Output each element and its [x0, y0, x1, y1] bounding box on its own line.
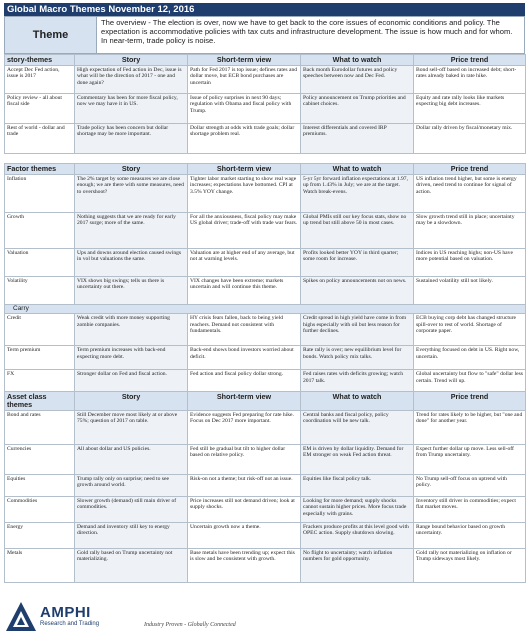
short-term-cell: For all the anxiousness, fiscal policy may make US global driver; trade-off with trade war fears.: [188, 213, 301, 249]
price-cell: Sustained volatility still not likely.: [414, 277, 526, 305]
price-cell: Bond sell-off based on increased debt; short-rates already baked in rate hike.: [414, 66, 526, 94]
price-cell: No Trump sell-off focus on uptrend with policy.: [414, 475, 526, 497]
price-cell: Indices in US reaching highs; non-US have more potential based on valuation.: [414, 249, 526, 277]
report-title: Global Macro Themes November 12, 2016: [4, 3, 525, 16]
table-row: [5, 277, 526, 305]
short-term-cell: Evidence suggests Fed preparing for rate hike. Focus on Dec 2017 more important.: [188, 411, 301, 445]
watch-cell: EM is driven by dollar liquidity. Demand for EM stronger on weak Fed action threat.: [301, 445, 414, 475]
col-short-term: Short-term view: [188, 55, 301, 66]
watch-cell: Policy announcement on Trump priorities and cabinet choices.: [301, 94, 414, 124]
story-cell: Term premium increases with back-end expecting more debt.: [75, 346, 188, 370]
watch-cell: Rate rally is over; new equilibrium level for bonds. Watch policy mix talks.: [301, 346, 414, 370]
short-term-cell: Fed action and fiscal policy dollar strong.: [188, 370, 301, 396]
amphi-triangle-icon: [4, 600, 38, 634]
story-cell: Still December move most likely at or above 75%; question of 2017 on table.: [75, 411, 188, 445]
short-term-cell: VIX changes have been extreme; markets uncertain and will continue this theme.: [188, 277, 301, 305]
row-label: Rest of world - dollar and trade: [5, 124, 75, 154]
story-cell: Stronger dollar on Fed and fiscal action.: [75, 370, 188, 396]
table-row: [5, 213, 526, 249]
tagline: Industry Proven - Globally Connected: [144, 622, 236, 628]
theme-overview-row: [4, 16, 525, 54]
table-row: [5, 175, 526, 213]
watch-cell: Looking for more demand; supply shocks cannot sustain higher prices. More focus trade especially with grains.: [301, 497, 414, 523]
row-label: FX: [5, 370, 75, 396]
factor-themes-header-row: [5, 164, 526, 175]
story-cell: Trade policy has been concern but dollar shortage may be more important.: [75, 124, 188, 154]
price-cell: Expect further dollar up move. Less sell-off from Trump uncertainty.: [414, 445, 526, 475]
story-cell: The 2% target by some measures we are close enough; we are there with some measures, need to overshoot?: [75, 175, 188, 213]
col-watch: What to watch: [301, 392, 414, 411]
watch-cell: No flight to uncertainty; watch inflation numbers for gold opportunity.: [301, 549, 414, 583]
col-watch: What to watch: [301, 164, 414, 175]
col-story: Story: [75, 392, 188, 411]
section-label-story-themes: story-themes: [5, 55, 75, 66]
col-price: Price trend: [414, 392, 526, 411]
story-cell: High expectation of Fed action in Dec, issue is what will be the direction of 2017 - one and done again?: [75, 66, 188, 94]
price-cell: Inventory still driver in commodities; expect flat market moves.: [414, 497, 526, 523]
price-cell: Trend for rates likely to be higher, but "one and done" for another year.: [414, 411, 526, 445]
story-cell: Ups and downs around election caused swings in vol but valuations the same.: [75, 249, 188, 277]
table-row: [5, 411, 526, 445]
short-term-cell: Price increases still not demand driven; look at supply shocks.: [188, 497, 301, 523]
table-row: [5, 549, 526, 583]
theme-label: Theme: [4, 16, 97, 54]
watch-cell: Equities like fiscal policy talk.: [301, 475, 414, 497]
watch-cell: Spikes on policy announcements not on news.: [301, 277, 414, 305]
table-row: [5, 94, 526, 124]
table-row: [5, 314, 526, 346]
table-row: [5, 124, 526, 154]
carry-subheader: Carry: [5, 305, 526, 314]
story-themes-table: [4, 54, 526, 154]
amphi-logo: [4, 598, 114, 636]
logo-name: AMPHI: [40, 604, 91, 621]
row-label: Term premium: [5, 346, 75, 370]
table-row: [5, 475, 526, 497]
story-cell: Trump rally only on surprise; need to see growth around world.: [75, 475, 188, 497]
col-price: Price trend: [414, 164, 526, 175]
col-story: Story: [75, 164, 188, 175]
table-row: [5, 249, 526, 277]
table-row: [5, 445, 526, 475]
logo-subtitle: Research and Trading: [40, 621, 100, 627]
price-cell: US inflation trend higher, but some is energy driven, need trend to continue for signal of action.: [414, 175, 526, 213]
asset-themes-table: [4, 391, 526, 583]
price-cell: Equity and rate rally looks like markets expecting big debt increases.: [414, 94, 526, 124]
watch-cell: Frackers produce profits at this level good with OPEC action. Supply shutdown slowing.: [301, 523, 414, 549]
row-label: Equities: [5, 475, 75, 497]
table-row: [5, 497, 526, 523]
row-label: Policy review - all about fiscal side: [5, 94, 75, 124]
price-cell: Global uncertainty but flow to "safe" dollar less certain. Trend will up.: [414, 370, 526, 396]
theme-overview: The overview - The election is over, now we have to get back to the core issues of economic conditions and policy. The expectation is accommodative policies with tax cuts and infrastructure development. The issue is how much and for whom. In near-term, trade policy is noise.: [97, 16, 525, 54]
section-label-asset-themes: Asset class themes: [5, 392, 75, 411]
short-term-cell: Valuation are at higher end of any average, but not at warning levels.: [188, 249, 301, 277]
story-cell: Demand and inventory still key to energy direction.: [75, 523, 188, 549]
row-label: Energy: [5, 523, 75, 549]
watch-cell: 5-yr 5yr forward inflation expectations at 1.97, up from 1.43% in July; we are at the target. Watch break-evens.: [301, 175, 414, 213]
short-term-cell: Back-end shows bond investors worried about deficit.: [188, 346, 301, 370]
table-row: [5, 523, 526, 549]
price-cell: Everything focused on debt in US. Right now, uncertain.: [414, 346, 526, 370]
short-term-cell: Dollar strength at odds with trade goals; dollar shortage problem real.: [188, 124, 301, 154]
short-term-cell: Path for Fed 2017 is top issue; defines rates and dollar move, but ECB bond purchases are uncertain: [188, 66, 301, 94]
watch-cell: Central banks and fiscal policy, policy coordination will be new talk.: [301, 411, 414, 445]
story-cell: Nothing suggests that we are ready for early 2017 surge; more of the same.: [75, 213, 188, 249]
story-cell: Commentary has been for more fiscal policy, now we may have it in US.: [75, 94, 188, 124]
short-term-cell: HY crisis fears fallen, back to being yield reachers. Demand not consistent with fundamentals.: [188, 314, 301, 346]
story-cell: All about dollar and US policies.: [75, 445, 188, 475]
short-term-cell: Risk-on not a theme; but risk-off not an issue.: [188, 475, 301, 497]
short-term-cell: Base metals have been trending up; expect this is slow and be consistent with growth.: [188, 549, 301, 583]
col-story: Story: [75, 55, 188, 66]
short-term-cell: Fed still be gradual but tilt to higher dollar based on relative policy.: [188, 445, 301, 475]
row-label: Inflation: [5, 175, 75, 213]
short-term-cell: Issue of policy surprises in next 90 days; regulation with Obama and fiscal policy with Trump.: [188, 94, 301, 124]
watch-cell: Profits looked better YOY in third quarter; some room for increase.: [301, 249, 414, 277]
story-cell: Gold rally based on Trump uncertainty not materializing.: [75, 549, 188, 583]
col-short-term: Short-term view: [188, 392, 301, 411]
row-label: Bond and rates: [5, 411, 75, 445]
short-term-cell: Uncertain growth now a theme.: [188, 523, 301, 549]
row-label: Metals: [5, 549, 75, 583]
row-label: Credit: [5, 314, 75, 346]
watch-cell: Credit spread in high yield have come in from highs especially with oil but less reason for further declines.: [301, 314, 414, 346]
row-label: Volatility: [5, 277, 75, 305]
watch-cell: Global PMIs still our key focus stats, show no up trend but still above 50 in most cases.: [301, 213, 414, 249]
watch-cell: Interest differentials and covered IRP premiums.: [301, 124, 414, 154]
col-watch: What to watch: [301, 55, 414, 66]
col-short-term: Short-term view: [188, 164, 301, 175]
story-cell: Slower growth (demand) still main driver of commodities.: [75, 497, 188, 523]
price-cell: Slow growth trend still in place; uncertainty may be a slowdown.: [414, 213, 526, 249]
table-row: [5, 346, 526, 370]
story-cell: VIX shows big swings; tells us there is uncertainty out there.: [75, 277, 188, 305]
watch-cell: Back month Eurodollar futures and policy speeches between now and Dec Fed.: [301, 66, 414, 94]
footer: [4, 598, 525, 638]
table-row: [5, 66, 526, 94]
row-label: Currencies: [5, 445, 75, 475]
story-themes-header-row: [5, 55, 526, 66]
price-cell: Gold rally not materializing on inflation or Trump sideways most likely.: [414, 549, 526, 583]
short-term-cell: Tighter labor market starting to show real wage increases; expectations have bottomed. CPI at 3.5% YOY change.: [188, 175, 301, 213]
row-label: Valuation: [5, 249, 75, 277]
story-cell: Weak credit with more money supporting zombie companies.: [75, 314, 188, 346]
section-label-factor-themes: Factor themes: [5, 164, 75, 175]
factor-themes-table: [4, 163, 526, 396]
row-label: Accept Dec Fed action, issue is 2017: [5, 66, 75, 94]
price-cell: Dollar rally driven by fiscal/monetary mix.: [414, 124, 526, 154]
asset-themes-header-row: [5, 392, 526, 411]
watch-cell: Fed raises rates with deficits growing; watch 2017 talk.: [301, 370, 414, 396]
row-label: Growth: [5, 213, 75, 249]
price-cell: Range bound behavior based on growth uncertainty.: [414, 523, 526, 549]
carry-subheader-row: [5, 305, 526, 314]
col-price: Price trend: [414, 55, 526, 66]
price-cell: ECB buying corp debt has changed structure spill-over to rest of world. Shortage of corporate paper.: [414, 314, 526, 346]
row-label: Commodities: [5, 497, 75, 523]
